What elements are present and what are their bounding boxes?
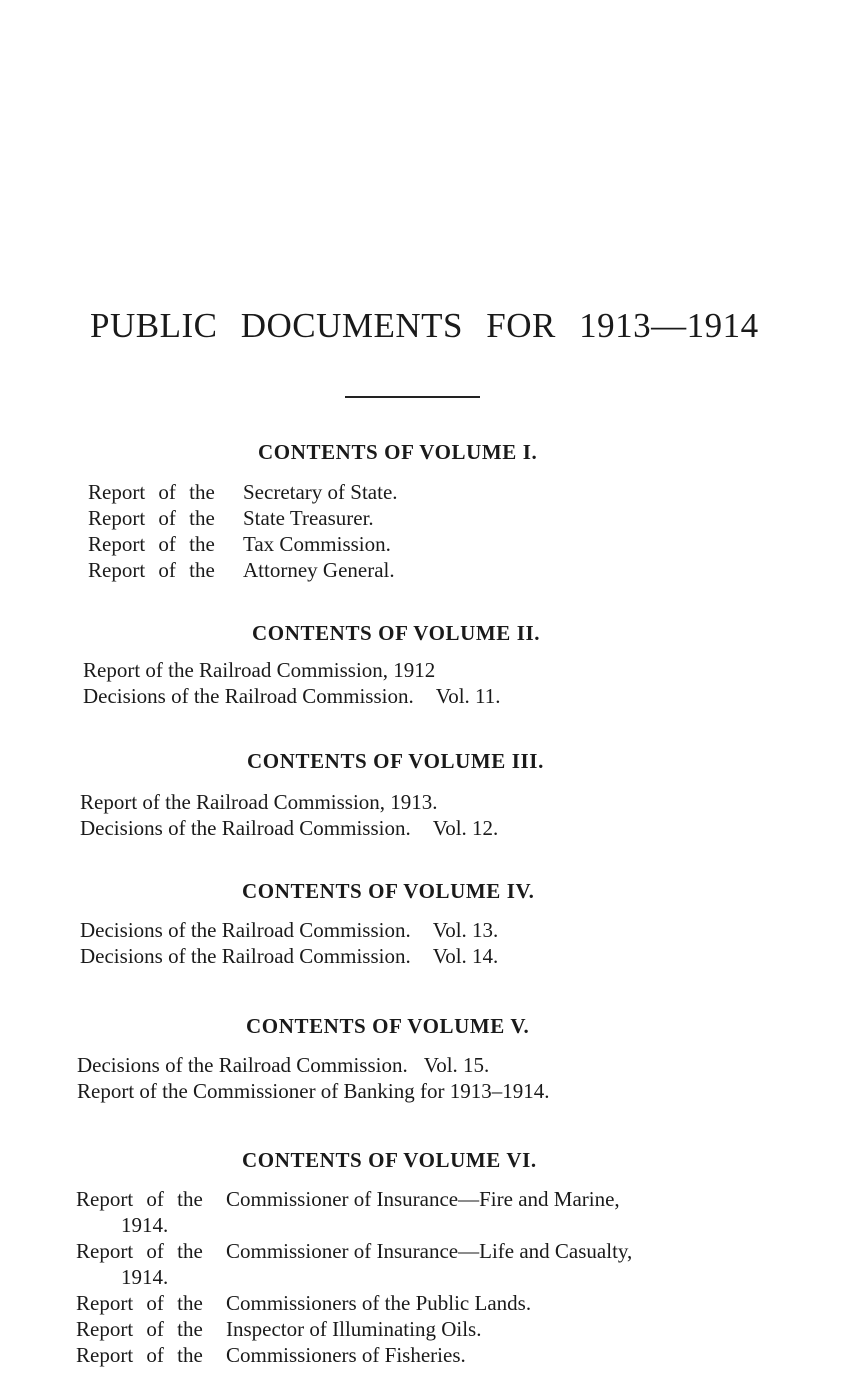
entry-title: Report of the Railroad Commission, 1913. — [80, 790, 438, 814]
entry-title: Inspector of Illuminating Oils. — [226, 1317, 482, 1341]
page-title: PUBLIC DOCUMENTS FOR 1913—1914 — [90, 306, 759, 345]
entry-lead: Report of the — [76, 1187, 203, 1211]
volume-heading: CONTENTS OF VOLUME III. — [247, 749, 544, 773]
volume-entries — [80, 917, 498, 969]
entry-year: 1914. — [121, 1213, 169, 1237]
entry-title: Report of the Commissioner of Banking for 1913–1914. — [77, 1079, 550, 1103]
entry-lead: Report of the — [76, 1317, 203, 1341]
entry-lead: Report of the — [88, 532, 215, 556]
entry-lead: Report of the — [88, 480, 215, 504]
entry-title: Attorney General. — [243, 558, 395, 582]
list-item — [83, 657, 501, 683]
list-item — [76, 1238, 632, 1290]
list-item — [77, 1052, 549, 1078]
list-item — [88, 557, 398, 583]
entry-lead: Report of the — [88, 506, 215, 530]
entry-title: Decisions of the Railroad Commission. — [80, 816, 411, 840]
entry-title: Secretary of State. — [243, 480, 398, 504]
volume-entries — [88, 479, 398, 583]
entry-title: Decisions of the Railroad Commission. — [80, 944, 411, 968]
volume-entries — [80, 789, 498, 841]
entry-title: Decisions of the Railroad Commission. — [80, 918, 411, 942]
entry-lead: Report of the — [88, 558, 215, 582]
volume-entries — [77, 1052, 549, 1104]
list-item — [76, 1290, 632, 1316]
list-item — [88, 505, 398, 531]
volume-heading: CONTENTS OF VOLUME V. — [246, 1014, 530, 1038]
volume-number: Vol. 15. — [423, 1053, 490, 1077]
volume-number: Vol. 13. — [432, 918, 499, 942]
list-item — [76, 1316, 632, 1342]
entry-lead: Report of the — [76, 1239, 203, 1263]
volume-number: Vol. 11. — [435, 684, 501, 708]
title-rule — [345, 396, 480, 398]
entry-title: Tax Commission. — [243, 532, 391, 556]
entry-year: 1914. — [121, 1265, 169, 1289]
entry-title: State Treasurer. — [243, 506, 374, 530]
volume-heading: CONTENTS OF VOLUME IV. — [242, 879, 535, 903]
list-item — [83, 683, 501, 709]
volume-number: Vol. 12. — [432, 816, 499, 840]
entry-title: Report of the Railroad Commission, 1912 — [83, 658, 436, 682]
entry-title: Decisions of the Railroad Commission. — [83, 684, 414, 708]
entry-lead: Report of the — [76, 1343, 203, 1367]
entry-title: Decisions of the Railroad Commission. — [77, 1053, 408, 1077]
list-item — [80, 943, 498, 969]
list-item — [88, 531, 398, 557]
list-item — [80, 789, 498, 815]
volume-heading: CONTENTS OF VOLUME I. — [258, 440, 538, 464]
list-item — [77, 1078, 549, 1104]
list-item — [80, 815, 498, 841]
list-item — [88, 479, 398, 505]
entry-title: Commissioners of the Public Lands. — [226, 1291, 532, 1315]
list-item — [76, 1186, 632, 1238]
entry-lead: Report of the — [76, 1291, 203, 1315]
entry-title: Commissioner of Insurance—Life and Casualty, — [226, 1239, 633, 1263]
volume-heading: CONTENTS OF VOLUME II. — [252, 621, 541, 645]
entry-title: Commissioners of Fisheries. — [226, 1343, 466, 1367]
entry-title: Commissioner of Insurance—Fire and Marine, — [226, 1187, 620, 1211]
list-item — [80, 917, 498, 943]
volume-heading: CONTENTS OF VOLUME VI. — [242, 1148, 537, 1172]
volume-number: Vol. 14. — [432, 944, 499, 968]
volume-entries — [76, 1186, 632, 1368]
list-item — [76, 1342, 632, 1368]
volume-entries — [83, 657, 501, 709]
